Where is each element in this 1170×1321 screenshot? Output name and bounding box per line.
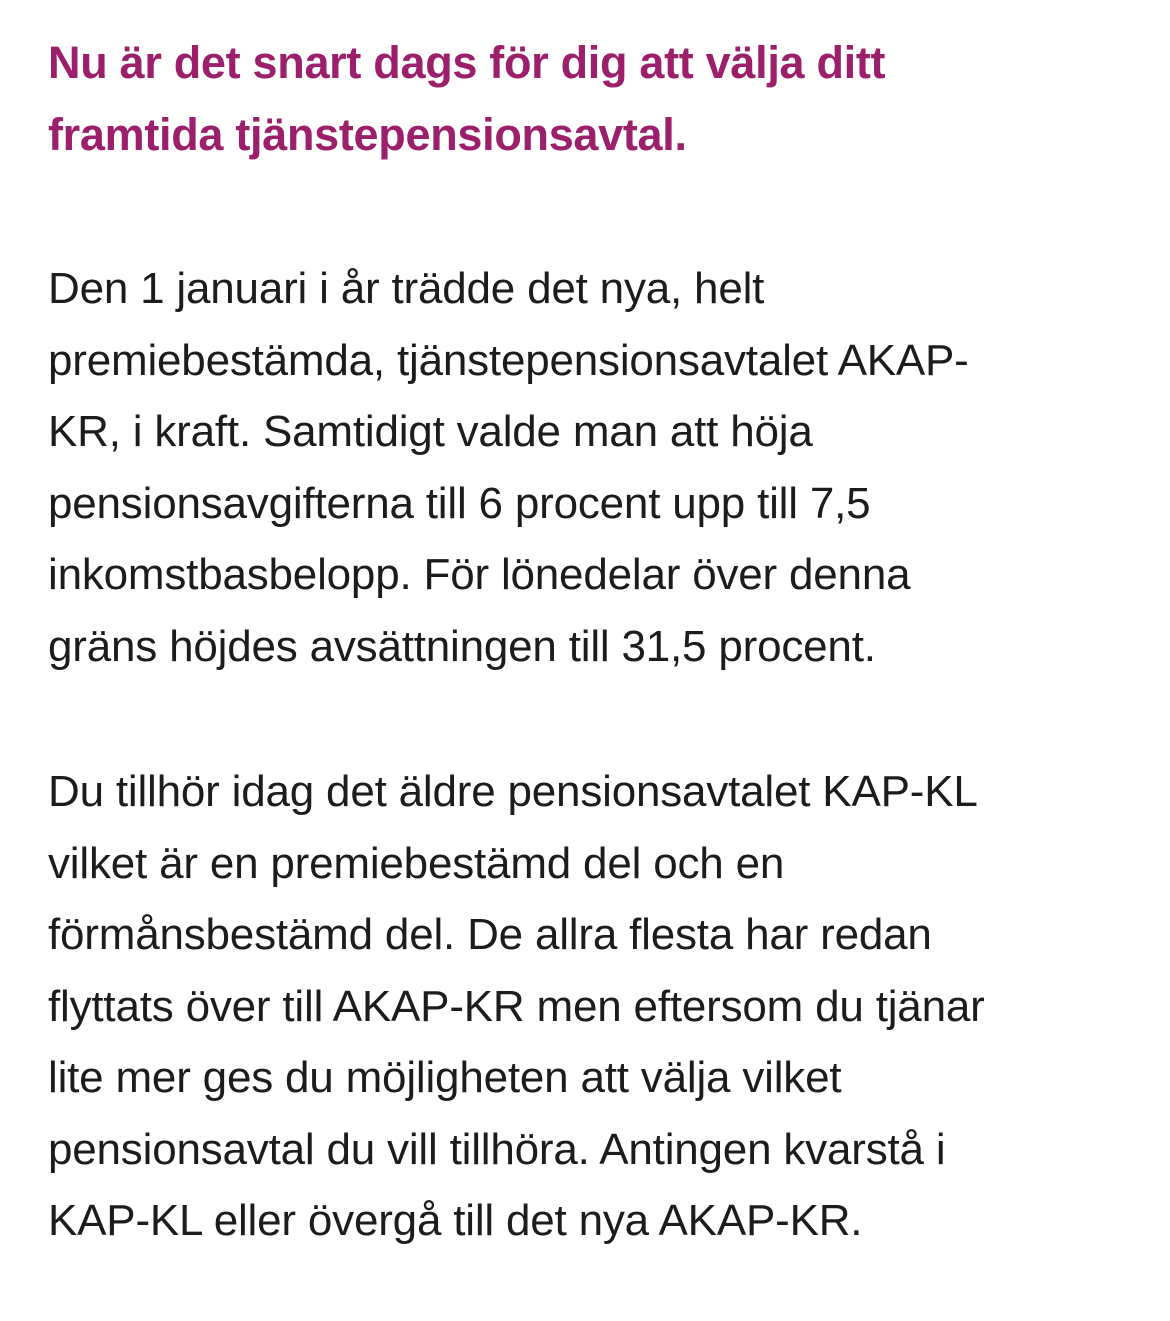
paragraph-line: inkomstbasbelopp. För lönedelar över denna [48, 550, 911, 599]
paragraph-line: gräns höjdes avsättningen till 31,5 procent. [48, 621, 876, 671]
intro-paragraph [48, 253, 1138, 682]
paragraph-line: KAP-KL eller övergå till det nya AKAP-KR. [48, 1196, 863, 1245]
heading-line: Nu är det snart dags för dig att välja ditt [48, 37, 886, 88]
paragraph-line: vilket är en premiebestämd del och en [48, 838, 785, 888]
paragraph-line: förmånsbestämd del. De allra flesta har redan [48, 910, 932, 959]
article-content [48, 27, 1138, 1257]
paragraph-line: Du tillhör idag det äldre pensionsavtalet KAP-KL [48, 767, 978, 816]
paragraph-line: premiebestämda, tjänstepensionsavtalet AKAP- [48, 335, 969, 385]
paragraph-line: lite mer ges du möjligheten att välja vilket [48, 1053, 842, 1102]
paragraph-line: Den 1 januari i år trädde det nya, helt [48, 264, 765, 313]
article-heading [48, 27, 1138, 171]
paragraph-line: pensionsavgifterna till 6 procent upp till 7,5 [48, 478, 871, 528]
heading-line: framtida tjänstepensionsavtal. [48, 109, 687, 160]
paragraph-line: KR, i kraft. Samtidigt valde man att höja [48, 407, 813, 456]
paragraph-line: pensionsavtal du vill tillhöra. Antingen kvarstå i [48, 1124, 946, 1174]
paragraph-line: flyttats över till AKAP-KR men eftersom du tjänar [48, 981, 985, 1031]
details-paragraph [48, 756, 1138, 1257]
